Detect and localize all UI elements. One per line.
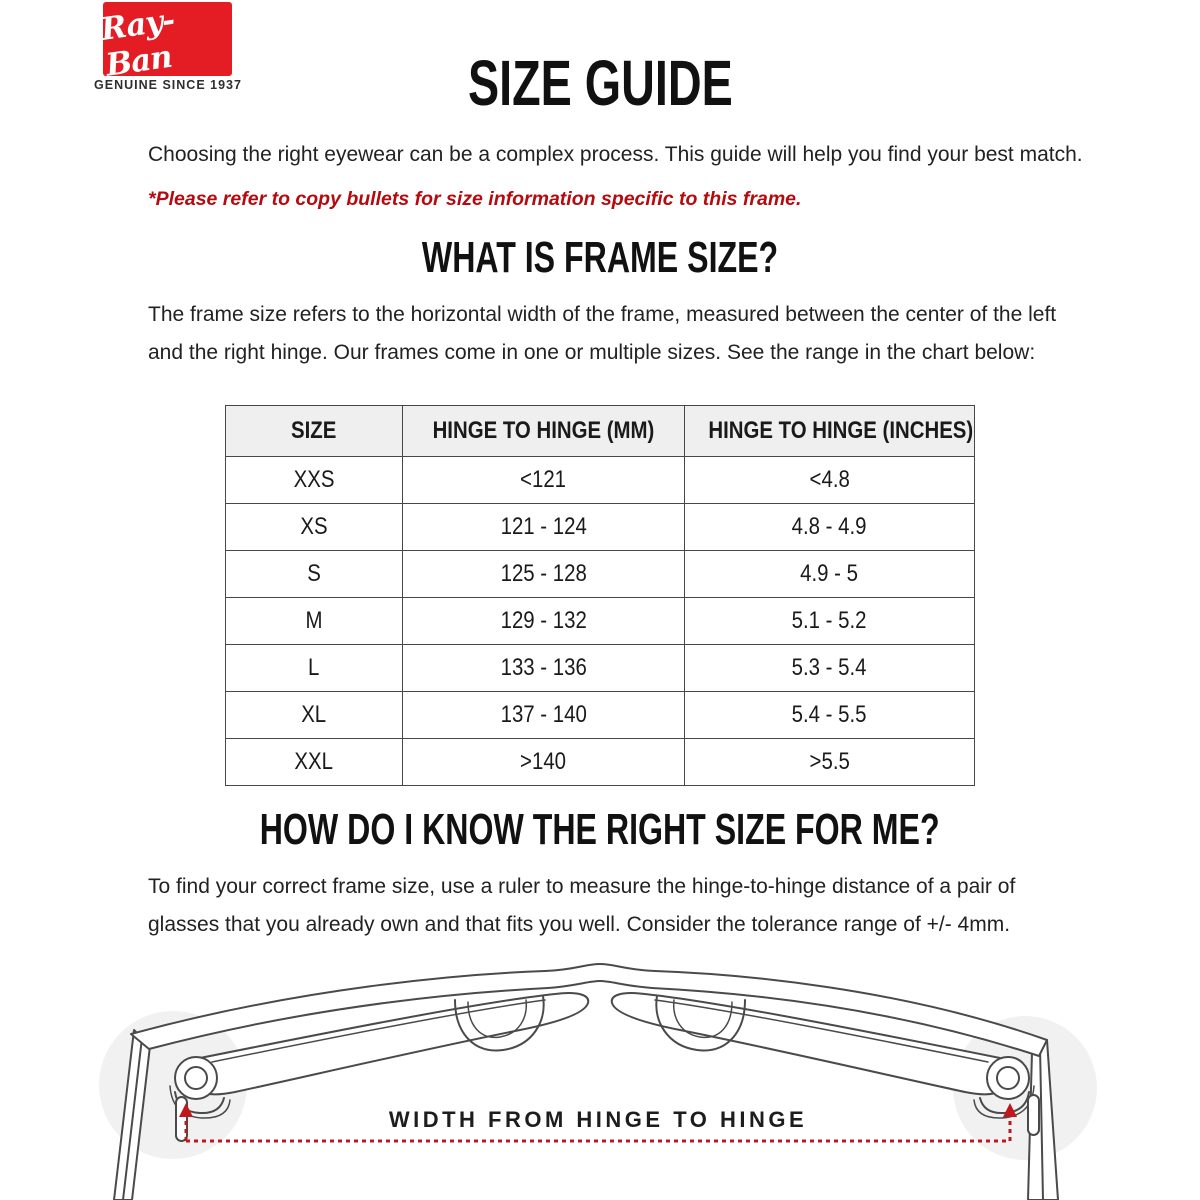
inches-cell: 5.3 - 5.4 [684,645,974,692]
size-cell: XXL [226,739,403,786]
table-row [226,598,975,645]
size-table [225,405,975,786]
table-row [226,504,975,551]
mm-cell: 121 - 124 [403,504,684,551]
table-header-size: SIZE [226,406,403,457]
table-row [226,457,975,504]
size-cell: L [226,645,403,692]
inches-cell: 5.1 - 5.2 [684,598,974,645]
table-row [226,551,975,598]
table-row [226,692,975,739]
size-cell: S [226,551,403,598]
right-size-heading: HOW DO I KNOW THE RIGHT SIZE FOR ME? [260,805,940,854]
inches-cell: 5.4 - 5.5 [684,692,974,739]
page-title: SIZE GUIDE [467,47,733,119]
size-cell: M [226,598,403,645]
mm-cell: >140 [403,739,684,786]
rayban-tagline: GENUINE SINCE 1937 [94,78,242,92]
mm-cell: 133 - 136 [403,645,684,692]
size-cell: XS [226,504,403,551]
frame-size-heading: WHAT IS FRAME SIZE? [421,233,779,282]
mm-cell: 125 - 128 [403,551,684,598]
rayban-logo-script: Ray-Ban [98,2,177,84]
table-row [226,645,975,692]
mm-cell: 129 - 132 [403,598,684,645]
mm-cell: 137 - 140 [403,692,684,739]
table-header-inches: HINGE TO HINGE (INCHES) [684,406,974,457]
inches-cell: 4.8 - 4.9 [684,504,974,551]
inches-cell: 4.9 - 5 [684,551,974,598]
right-size-description: To find your correct frame size, use a ruler to measure the hinge-to-hinge distance of a pair of glasses that you already own and that fits you well. Consider the tolerance range of +/- 4mm. [148,875,1016,936]
table-row [226,739,975,786]
mm-cell: <121 [403,457,684,504]
inches-cell: >5.5 [684,739,974,786]
size-cell: XL [226,692,403,739]
glasses-line-art [114,964,1058,1200]
table-header-mm: HINGE TO HINGE (MM) [403,406,684,457]
frame-size-description: The frame size refers to the horizontal width of the frame, measured between the center of the left and the right hinge. Our frames come in one or multiple sizes. See the range in the chart below: [148,303,1057,364]
inches-cell: <4.8 [684,457,974,504]
glasses-hinge-diagram [0,950,1200,1200]
table-header-row [226,406,975,457]
size-cell: XXS [226,457,403,504]
intro-text: Choosing the right eyewear can be a complex process. This guide will help you find your best match. [148,143,1083,166]
frame-note: *Please refer to copy bullets for size information specific to this frame. [148,188,802,210]
width-label: WIDTH FROM HINGE TO HINGE [388,1107,808,1132]
